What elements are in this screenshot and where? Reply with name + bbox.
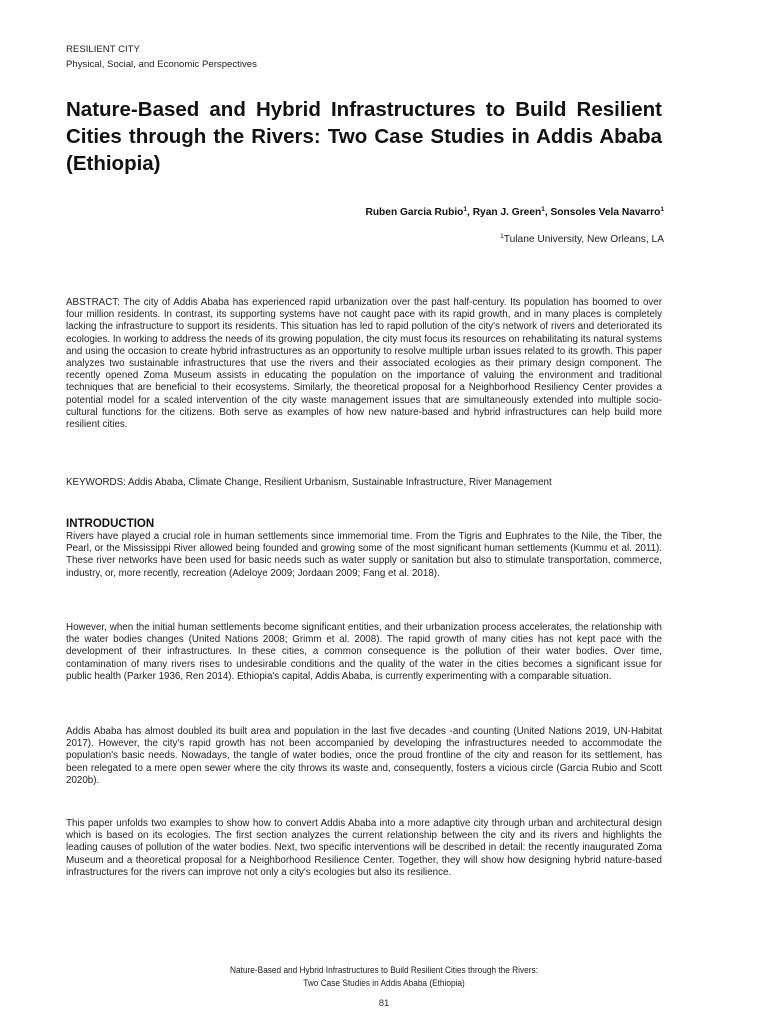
page-number: 81 — [378, 998, 390, 1009]
footer-title-line: Two Case Studies in Addis Ababa (Ethiopia) — [303, 978, 465, 988]
affiliation-marker: 1 — [500, 233, 504, 240]
body-paragraph: Rivers have played a crucial role in human settlements since immemorial time. From the Tigris and Euphrates to the Nile, the Tiber, the Pearl, or the Mississippi River allowed being founded and growing some of the most significant human settlements (Kummu et al. 2011). These river networks have been used for basic needs such as water supply or sanitation but also to stimulate transportation, commerce, industry, or, more recently, recreation (Adeloye 2009; Jordaan 2009; Fang et al. 2018). — [66, 531, 662, 579]
running-head — [66, 42, 257, 72]
affiliation-text: Tulane University, New Orleans, LA — [503, 234, 664, 245]
author-name: Sonsoles Vela Navarro — [550, 207, 661, 218]
page-footer — [31, 964, 738, 990]
body-paragraph: Addis Ababa has almost doubled its built area and population in the last five decades -and counting (United Nations 2019, UN-Habitat 2017). However, the city's rapid growth has not been accompanied by developing the infrastructures needed to accommodate the population's basic needs. Nowadays, the tangle of water bodies, once the proud frontline of the city and reason for its settlement, has been relegated to a mere open sewer where the city throws its waste and, consequently, fosters a vicious circle (Garcia Rubio and Scott 2020b). — [66, 726, 662, 786]
author-separator: , — [467, 207, 473, 218]
footer-title-line: Nature-Based and Hybrid Infrastructures to Build Resilient Cities through the Rivers: — [230, 965, 538, 975]
author-affiliation-marker: 1 — [541, 206, 545, 213]
article-title: Nature-Based and Hybrid Infrastructures to Build Resilient Cities through the Rivers: Two Case Studies in Addis Ababa (Ethiopia) — [66, 98, 662, 175]
author-separator: , — [544, 207, 551, 218]
affiliation — [500, 233, 664, 245]
abstract: ABSTRACT: The city of Addis Ababa has experienced rapid urbanization over the past half-century. Its population has boomed to over four million residents. In contrast, its supporting systems have not caught pace with its rapid growth, and in many places is completely lacking the infrastructure to support its residents. This situation has led to rapid pollution of the city's network of rivers and deteriorated its ecologies. In working to address the needs of its growing population, the city must focus its resources on rehabilitating its natural systems and using the occasion to create hybrid infrastructures as an opportunity to resolve multiple urban issues related to its growth. This paper analyzes two sustainable infrastructures that use the rivers and their associated ecologies as their primary design component. The recently opened Zoma Museum assists in educating the population on the importance of valuing the environment and traditional techniques that are beneficial to their ecosystems. Similarly, the theoretical proposal for a Neighborhood Resiliency Center provides a potential model for a scaled intervention of the city waste management issues that are simultaneously extended into multiple socio-cultural functions for the citizens. Both serve as examples of how new nature-based and hybrid infrastructures can help build more resilient cities. — [66, 297, 662, 431]
body-paragraph: This paper unfolds two examples to show how to convert Addis Ababa into a more adaptive city through urban and architectural design which is based on its ecologies. The first section analyzes the current relationship between the city and its rivers and highlights the leading causes of pollution of the water bodies. Next, two specific interventions will be described in detail: the recently inaugurated Zoma Museum and a theoretical proposal for a Neighborhood Resilience Center. Together, they will show how designing hybrid nature-based infrastructures for the rivers can improve not only a city's ecologies but also its resilience. — [66, 818, 662, 878]
author-list — [365, 206, 664, 218]
body-paragraph: However, when the initial human settlements become significant entities, and their urbanization process accelerates, the relationship with the water bodies changes (United Nations 2008; Grimm et al. 2008). The rapid growth of many cities has not kept pace with the development of their infrastructures. In these cities, a common consequence is the pollution of their water bodies. Over time, contamination of many rivers rises to undesirable conditions and the quality of the water in the cities becomes a significant issue for public health (Parker 1936, Ren 2014). Ethiopia's capital, Addis Ababa, is currently experimenting with a comparable situation. — [66, 622, 662, 682]
journal-subtitle: Physical, Social, and Economic Perspectives — [66, 59, 257, 70]
keywords: KEYWORDS: Addis Ababa, Climate Change, Resilient Urbanism, Sustainable Infrastructure, River Management — [66, 477, 552, 488]
journal-name: RESILIENT CITY — [66, 44, 140, 55]
author-affiliation-marker: 1 — [660, 206, 664, 213]
author-name: Ruben Garcia Rubio — [365, 207, 464, 218]
author-name: Ryan J. Green — [472, 207, 542, 218]
author-affiliation-marker: 1 — [463, 206, 468, 213]
section-heading: INTRODUCTION — [66, 518, 155, 530]
